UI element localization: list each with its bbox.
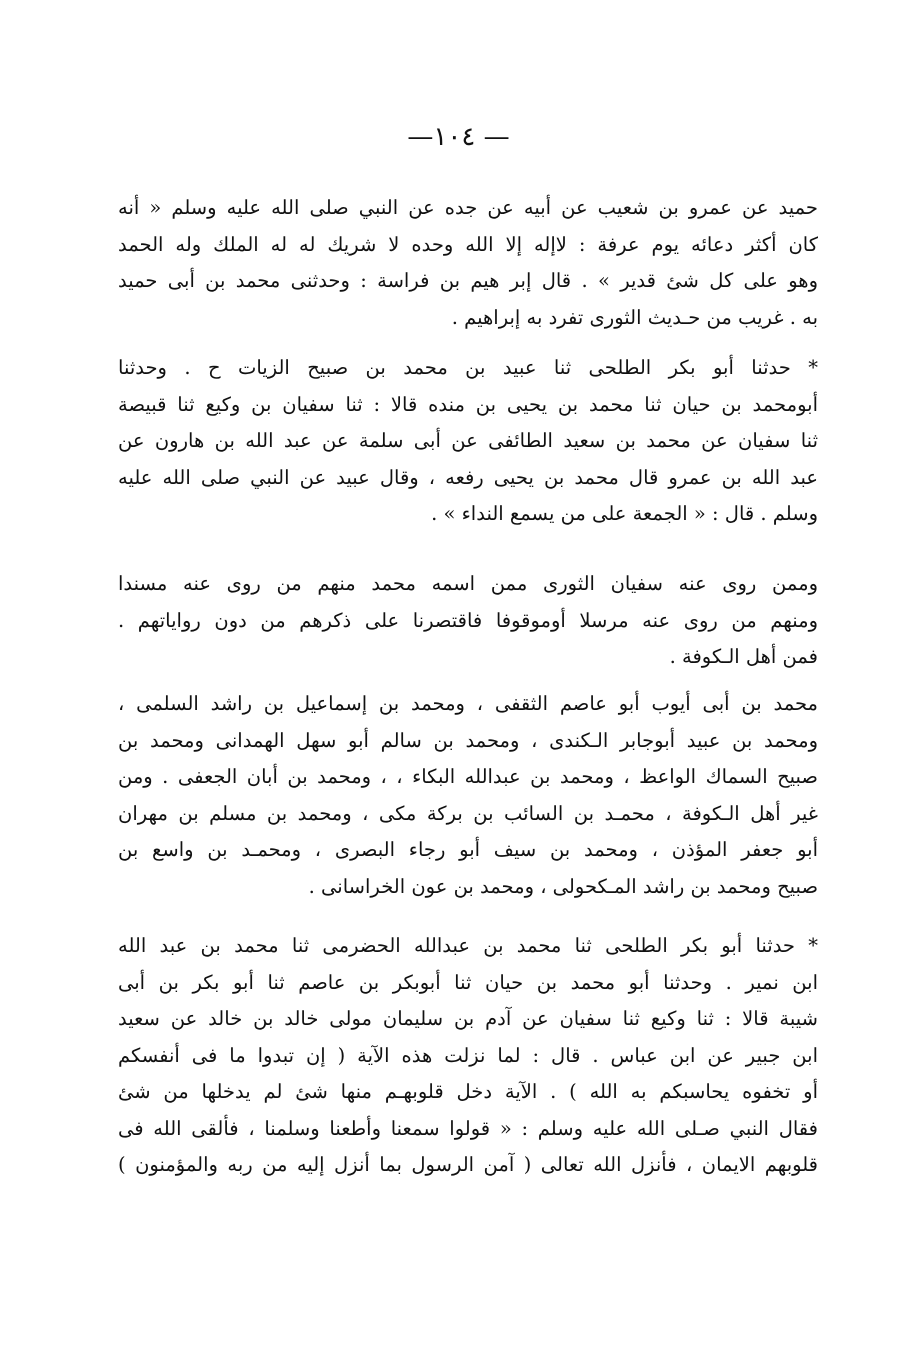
text-line: به . غريب من حـديث الثورى تفرد به إبراهيم .: [451, 305, 818, 329]
text-line: ابن نمير . وحدثنا أبو محمد بن حيان ثنا أبوبكر بن عاصم ثنا أبو بكر بن أبى: [118, 970, 818, 994]
text-line: غير أهل الـكوفة ، محمـد بن السائب بن بركة مكى ، ومحمد بن مسلم بن مهران: [118, 801, 818, 825]
paragraph-3: [118, 566, 818, 676]
text-line: ثنا سفيان عن محمد بن سعيد الطائفى عن أبى سلمة عن عبد الله بن هارون عن: [118, 429, 818, 452]
text-line: أبو جعفر المؤذن ، ومحمد بن سيف أبو رجاء البصرى ، ومحمـد بن واسع بن: [118, 838, 818, 861]
text-line: شيبة قالا : ثنا وكيع ثنا سفيان عن آدم بن سليمان مولى خالد بن خالد عن سعيد: [118, 1007, 818, 1030]
paragraph-1: [118, 190, 818, 336]
text-line: فمن أهل الـكوفة .: [669, 645, 818, 668]
text-line: وهو على كل شئ قدير » . قال إبر هيم بن فراسة : وحدثنى محمد بن أبى حميد: [118, 269, 818, 292]
text-line: صبيح ومحمد بن راشد المـكحولى ، ومحمد بن عون الخراسانى .: [308, 874, 818, 898]
page-number: —١٠٤ —: [407, 122, 510, 152]
text-line: عبد الله بن عمرو قال محمد بن يحيى رفعه ، وقال عبيد عن النبي صلى الله عليه: [118, 465, 818, 489]
paragraph-5: [118, 928, 818, 1184]
text-line: ابن جبير عن ابن عباس . قال : لما نزلت هذه الآية ( إن تبدوا ما فى أنفسكم: [118, 1043, 818, 1067]
text-line: وممن روى عنه سفيان الثورى ممن اسمه محمد منهم من روى عنه مسندا: [118, 572, 818, 595]
text-line: محمد بن أبى أيوب أبو عاصم الثقفى ، ومحمد بن إسماعيل بن راشد السلمى ،: [118, 692, 818, 715]
text-line: * حدثنا أبو بكر الطلحى ثنا عبيد بن محمد بن صبيح الزيات ح . وحدثنا: [118, 356, 818, 379]
text-line: قلوبهم الايمان ، فأنزل الله تعالى ( آمن الرسول بما أنزل إليه من ربه والمؤمنون ): [118, 1153, 818, 1176]
text-line: كان أكثر دعائه يوم عرفة : لاإله إلا الله وحده لا شريك له له الملك وله الحمد: [118, 232, 818, 256]
text-line: ومحمد بن عبيد أبوجابر الـكندى ، ومحمد بن سالم أبو سهل الهمدانى ومحمد بن: [118, 728, 818, 752]
paragraph-2: [118, 350, 818, 533]
paragraph-4: [118, 686, 818, 905]
text-line: أبومحمد بن حيان ثنا محمد بن يحيى بن منده قالا : ثنا سفيان بن وكيع ثنا قبيصة: [118, 392, 818, 416]
text-line: وسلم . قال : « الجمعة على من يسمع النداء » .: [431, 502, 818, 525]
text-line: حميد عن عمرو بن شعيب عن أبيه عن جده عن النبي صلى الله عليه وسلم « أنه: [118, 196, 818, 219]
text-line: * حدثنا أبو بكر الطلحى ثنا محمد بن عبدالله الحضرمى ثنا محمد بن عبد الله: [118, 934, 818, 957]
text-line: ومنهم من روى عنه مرسلا أوموقوفا فاقتصرنا على ذكرهم من دون رواياتهم .: [118, 608, 818, 632]
text-line: فقال النبي صـلى الله عليه وسلم : « قولوا سمعنا وأطعنا وسلمنا ، فألقى الله فى: [118, 1116, 818, 1140]
text-line: أو تخفوه يحاسبكم به الله ) . الآية دخل قلوبهـم منها شئ لم يدخلها من شئ: [118, 1080, 818, 1103]
text-line: صبيح السماك الواعظ ، ومحمد بن عبدالله البكاء ، ، ومحمد بن أبان الجعفى . ومن: [118, 765, 818, 788]
